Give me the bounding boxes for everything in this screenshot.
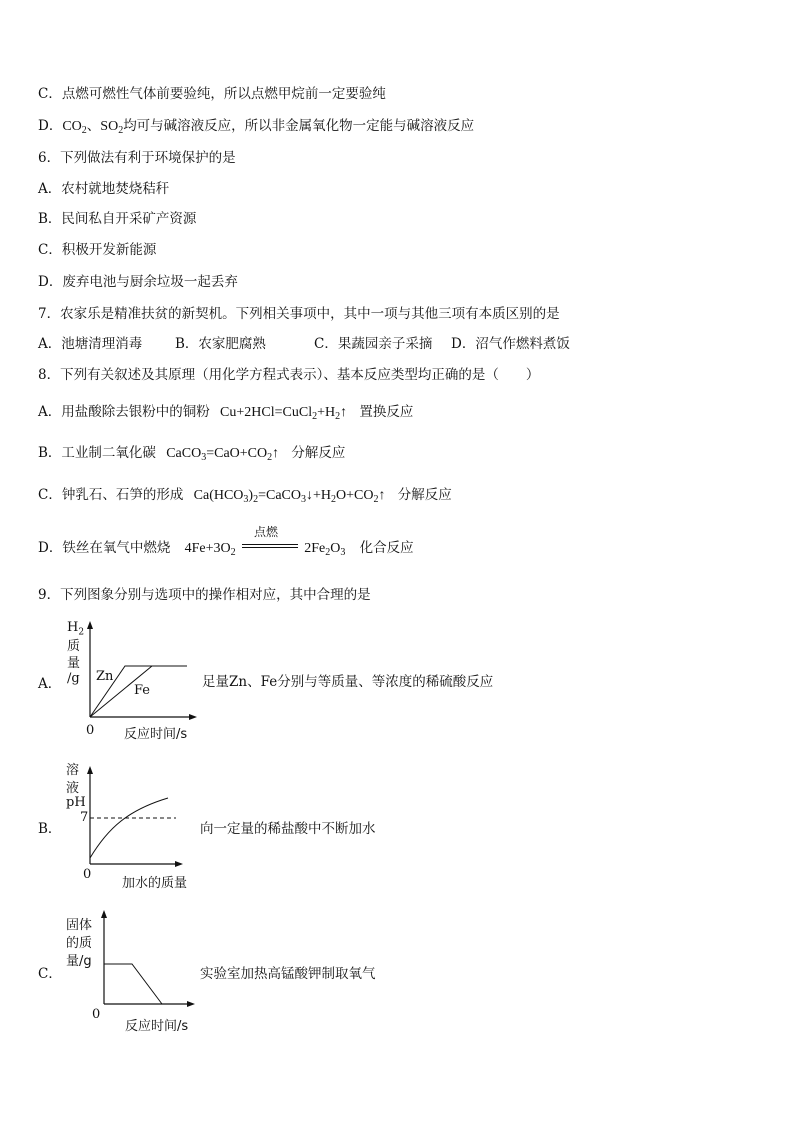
graph-b-desc: 向一定量的稀盐酸中不断加水: [200, 821, 376, 837]
graph-a-xlabel: 反应时间/s: [124, 727, 188, 742]
q7-option-d: D．沼气作燃料煮饭: [451, 336, 570, 352]
graph-c-ylabel-1: 固体: [66, 918, 93, 933]
question-6: 6．下列做法有利于环境保护的是: [38, 150, 236, 166]
graph-a-ylabel-3: /g: [67, 671, 80, 686]
q7-option-b: B．农家肥腐熟: [175, 336, 266, 352]
graph-c-xlabel: 反应时间/s: [125, 1019, 189, 1034]
graph-c-ylabel-3: 量/g: [66, 954, 92, 969]
graph-c-line: [104, 964, 162, 1004]
graph-b-plot: [80, 764, 190, 874]
graph-b-tick-7: 7: [80, 810, 89, 825]
graph-c-desc: 实验室加热高锰酸钾制取氧气: [200, 966, 376, 982]
graph-c-ylabel-2: 的质: [66, 936, 93, 951]
q6-option-d: D．废弃电池与厨余垃圾一起丢弃: [38, 274, 238, 290]
graph-a-y-arrow: [87, 621, 93, 629]
graph-a-ylabel-1: 质: [67, 639, 81, 654]
graph-c-label: C．: [38, 966, 62, 982]
graph-b-label: B．: [38, 821, 62, 837]
graph-a-label: A．: [38, 676, 62, 692]
q8-option-c: C．钟乳石、石笋的形成 $Ca(HCO_3)_2=CaCO_3↓+H_2O+CO_2↑$ 分解反应: [38, 487, 452, 505]
graph-b-ylabel-2: 液: [66, 781, 80, 796]
reaction-condition: 点燃: [240, 538, 300, 552]
option-c-prev: C．点燃可燃性气体前要验纯，所以点燃甲烷前一定要验纯: [38, 86, 386, 102]
graph-c-origin: 0: [92, 1007, 101, 1022]
graph-b-ylabel-3: pH: [66, 795, 86, 810]
q6-option-c: C．积极开发新能源: [38, 242, 157, 258]
question-7: 7．农家乐是精准扶贫的新契机。下列相关事项中，其中一项与其他三项有本质区别的是: [38, 306, 560, 322]
graph-a-ylabel-2: 量: [67, 656, 81, 671]
graph-a-desc: 足量Zn、Fe分别与等质量、等浓度的稀硫酸反应: [202, 674, 494, 690]
graph-a-ylabel-h2: $H_2$: [67, 620, 85, 638]
q7-option-c: C．果蔬园亲子采摘: [314, 336, 433, 352]
q8-option-a: A．用盐酸除去银粉中的铜粉 $Cu+2HCl=CuCl_2+H_2↑$ 置换反应: [38, 404, 414, 422]
graph-b-origin: 0: [83, 867, 92, 882]
q8-option-b: B．工业制二氧化碳 $CaCO_3=CaO+CO_2↑$ 分解反应: [38, 445, 346, 463]
graph-b-x-arrow: [175, 861, 183, 867]
option-d-prev: D．$CO_2$、$SO_2$均可与碱溶液反应，所以非金属氧化物一定能与碱溶液反应: [38, 118, 475, 136]
q8-option-d: D．铁丝在氧气中燃烧 $4Fe+3O_2$ 点燃 $2Fe_2O_3$ 化合反应: [38, 525, 414, 558]
q6-option-b: B．民间私自开采矿产资源: [38, 211, 197, 227]
q7-option-a: A．池塘清理消毒: [38, 336, 143, 352]
graph-a-x-arrow: [189, 714, 197, 720]
graph-b-y-arrow: [87, 766, 93, 774]
graph-c-y-arrow: [101, 910, 107, 918]
graph-b-xlabel: 加水的质量: [122, 876, 188, 891]
graph-c-plot: [94, 908, 204, 1008]
q6-option-a: A．农村就地焚烧秸秆: [38, 181, 170, 197]
graph-b-ylabel-1: 溶: [66, 763, 80, 778]
graph-a-origin: 0: [86, 723, 95, 738]
graph-c-x-arrow: [187, 1001, 195, 1007]
graph-a-series-zn: Zn: [96, 669, 114, 684]
graph-a-series-fe: Fe: [134, 683, 151, 698]
question-9: 9．下列图象分别与选项中的操作相对应，其中合理的是: [38, 587, 371, 603]
question-8: 8．下列有关叙述及其原理（用化学方程式表示）、基本反应类型均正确的是（ ）: [38, 367, 540, 383]
graph-b-curve: [90, 798, 168, 858]
